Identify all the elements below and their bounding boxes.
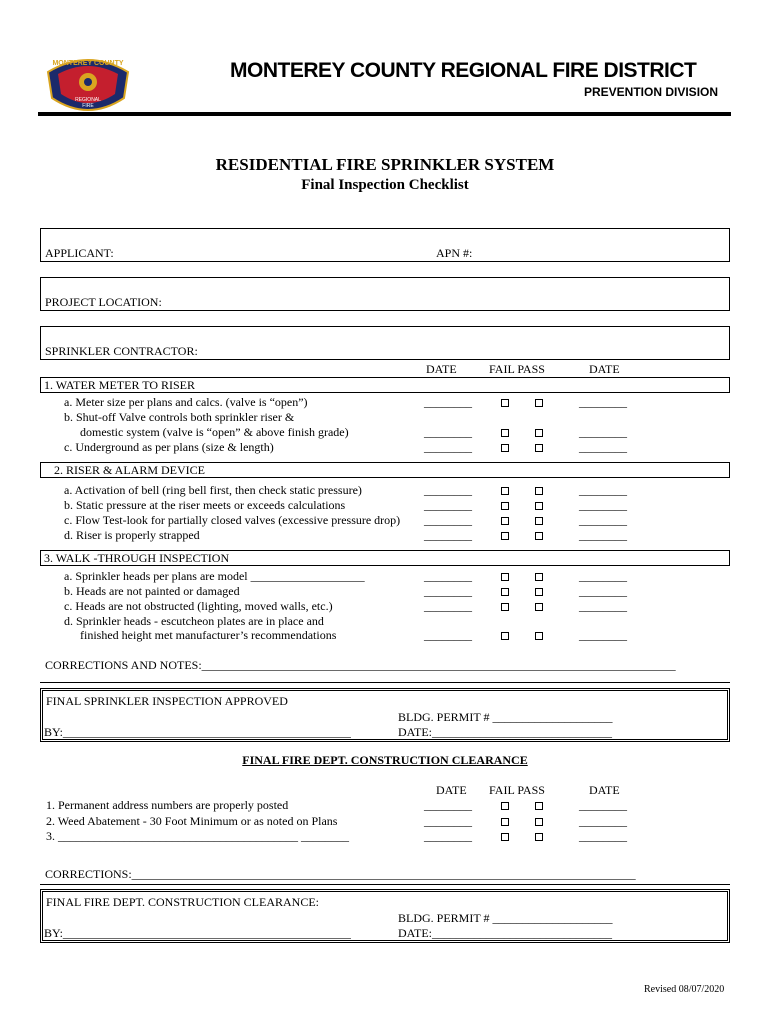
checklist-date-1-5[interactable]: ________ [424, 513, 472, 527]
monterey-county-fire-logo [40, 52, 136, 120]
clearance-corrections[interactable]: CORRECTIONS:____________________________________________________________________________________ [45, 867, 636, 881]
section-2-item-c: c. Flow Test-look for partially closed valves (excessive pressure drop) [64, 513, 401, 527]
section-1-item-c: c. Underground as per plans (size & length) [64, 440, 274, 454]
clearance-fail-checkbox-2[interactable] [501, 833, 509, 841]
checklist-date-1-7[interactable]: ________ [424, 569, 472, 583]
col-fail-pass: FAIL PASS [489, 362, 545, 376]
checklist-date-2-8[interactable]: ________ [579, 584, 627, 598]
clearance-fail-checkbox-0[interactable] [501, 802, 509, 810]
checklist-fail-checkbox-3[interactable] [501, 487, 509, 495]
checklist-date-1-1[interactable]: ________ [424, 425, 472, 439]
checklist-date-1-10[interactable]: ________ [424, 628, 472, 642]
checklist-date-2-5[interactable]: ________ [579, 513, 627, 527]
clearance-pass-checkbox-1[interactable] [535, 818, 543, 826]
checklist-fail-checkbox-5[interactable] [501, 517, 509, 525]
checklist-date-1-3[interactable]: ________ [424, 483, 472, 497]
checklist-fail-checkbox-1[interactable] [501, 429, 509, 437]
applicant-label: APPLICANT: [45, 246, 114, 260]
checklist-pass-checkbox-3[interactable] [535, 487, 543, 495]
checklist-fail-checkbox-10[interactable] [501, 632, 509, 640]
clearance-heading: FINAL FIRE DEPT. CONSTRUCTION CLEARANCE [242, 753, 528, 767]
form-title: RESIDENTIAL FIRE SPRINKLER SYSTEM [215, 155, 555, 174]
revised-date: Revised 08/07/2020 [644, 984, 725, 995]
section-3-item-c: c. Heads are not obstructed (lighting, moved walls, etc.) [64, 599, 333, 613]
section-2-title: 2. RISER & ALARM DEVICE [54, 463, 206, 477]
clearance-fail-checkbox-1[interactable] [501, 818, 509, 826]
checklist-date-2-9[interactable]: ________ [579, 599, 627, 613]
checklist-pass-checkbox-4[interactable] [535, 502, 543, 510]
clearance-col-date-2: DATE [589, 783, 620, 797]
svg-text:FIRE: FIRE [82, 103, 94, 109]
checklist-date-1-0[interactable]: ________ [424, 395, 472, 409]
section-1-item-a: a. Meter size per plans and calcs. (valve is “open”) [64, 395, 308, 409]
clearance-approval-date[interactable]: DATE:______________________________ [398, 926, 612, 940]
contractor-label: SPRINKLER CONTRACTOR: [45, 344, 198, 358]
svg-text:MONTEREY COUNTY: MONTEREY COUNTY [52, 60, 124, 67]
clearance-approval-permit[interactable]: BLDG. PERMIT # ____________________ [398, 911, 613, 925]
section-3-item-b: b. Heads are not painted or damaged [64, 584, 240, 598]
checklist-fail-checkbox-2[interactable] [501, 444, 509, 452]
apn-label: APN #: [436, 246, 473, 260]
sprinkler-approval-by[interactable]: BY:________________________________________________ [44, 725, 351, 739]
checklist-pass-checkbox-9[interactable] [535, 603, 543, 611]
checklist-date-1-6[interactable]: ________ [424, 528, 472, 542]
checklist-date-2-2[interactable]: ________ [579, 440, 627, 454]
org-name: MONTEREY COUNTY REGIONAL FIRE DISTRICT [230, 59, 697, 82]
division-name: PREVENTION DIVISION [584, 85, 719, 99]
section-2-item-a: a. Activation of bell (ring bell first, then check static pressure) [64, 483, 362, 497]
clearance-item-1: 1. Permanent address numbers are properly posted [46, 798, 289, 812]
clearance-approval-title: FINAL FIRE DEPT. CONSTRUCTION CLEARANCE: [46, 895, 320, 909]
section-3-item-d-cont: finished height met manufacturer’s recommendations [80, 628, 337, 642]
col-date-2: DATE [589, 362, 620, 376]
section-3-item-a: a. Sprinkler heads per plans are model ___________________ [64, 569, 365, 583]
checklist-fail-checkbox-4[interactable] [501, 502, 509, 510]
clearance-item-3[interactable]: 3. ________________________________________ ________ [46, 829, 349, 843]
section-3-title: 3. WALK -THROUGH INSPECTION [44, 551, 230, 565]
checklist-date-2-1[interactable]: ________ [579, 425, 627, 439]
checklist-pass-checkbox-8[interactable] [535, 588, 543, 596]
section-3-item-d: d. Sprinkler heads - escutcheon plates are in place and [64, 614, 324, 628]
divider [40, 682, 730, 683]
checklist-fail-checkbox-0[interactable] [501, 399, 509, 407]
checklist-fail-checkbox-8[interactable] [501, 588, 509, 596]
clearance-date-2-1[interactable]: ________ [579, 814, 627, 828]
clearance-col-fail-pass: FAIL PASS [489, 783, 545, 797]
clearance-pass-checkbox-2[interactable] [535, 833, 543, 841]
checklist-date-1-4[interactable]: ________ [424, 498, 472, 512]
checklist-pass-checkbox-5[interactable] [535, 517, 543, 525]
checklist-date-1-9[interactable]: ________ [424, 599, 472, 613]
checklist-fail-checkbox-6[interactable] [501, 532, 509, 540]
col-date-1: DATE [426, 362, 457, 376]
clearance-date-1-1[interactable]: ________ [424, 814, 472, 828]
section-1-title: 1. WATER METER TO RISER [44, 378, 196, 392]
clearance-pass-checkbox-0[interactable] [535, 802, 543, 810]
checklist-pass-checkbox-1[interactable] [535, 429, 543, 437]
checklist-pass-checkbox-10[interactable] [535, 632, 543, 640]
clearance-col-date-1: DATE [436, 783, 467, 797]
sprinkler-approval-title: FINAL SPRINKLER INSPECTION APPROVED [46, 694, 288, 708]
clearance-item-2: 2. Weed Abatement - 30 Foot Minimum or as noted on Plans [46, 814, 338, 828]
checklist-pass-checkbox-2[interactable] [535, 444, 543, 452]
checklist-date-2-3[interactable]: ________ [579, 483, 627, 497]
section-2-item-b: b. Static pressure at the riser meets or exceeds calculations [64, 498, 346, 512]
applicant-box[interactable] [40, 228, 730, 262]
form-subtitle: Final Inspection Checklist [301, 177, 469, 193]
checklist-date-2-7[interactable]: ________ [579, 569, 627, 583]
divider-2 [40, 884, 730, 885]
clearance-date-2-0[interactable]: ________ [579, 798, 627, 812]
checklist-date-1-8[interactable]: ________ [424, 584, 472, 598]
checklist-date-2-6[interactable]: ________ [579, 528, 627, 542]
checklist-pass-checkbox-0[interactable] [535, 399, 543, 407]
svg-text:REGIONAL: REGIONAL [75, 97, 101, 103]
checklist-date-2-0[interactable]: ________ [579, 395, 627, 409]
checklist-date-2-4[interactable]: ________ [579, 498, 627, 512]
checklist-pass-checkbox-6[interactable] [535, 532, 543, 540]
section-1-item-b: b. Shut-off Valve controls both sprinkler riser & [64, 410, 295, 424]
clearance-date-1-0[interactable]: ________ [424, 798, 472, 812]
clearance-date-1-2[interactable]: ________ [424, 829, 472, 843]
header-rule [38, 112, 731, 116]
checklist-fail-checkbox-9[interactable] [501, 603, 509, 611]
checklist-date-2-10[interactable]: ________ [579, 628, 627, 642]
project-location-label: PROJECT LOCATION: [45, 295, 162, 309]
checklist-pass-checkbox-7[interactable] [535, 573, 543, 581]
sprinkler-approval-date[interactable]: DATE:______________________________ [398, 725, 612, 739]
clearance-date-2-2[interactable]: ________ [579, 829, 627, 843]
checklist-fail-checkbox-7[interactable] [501, 573, 509, 581]
section-1-item-b-cont: domestic system (valve is “open” & above finish grade) [80, 425, 349, 439]
sprinkler-approval-permit[interactable]: BLDG. PERMIT # ____________________ [398, 710, 613, 724]
corrections-notes[interactable]: CORRECTIONS AND NOTES:_______________________________________________________________________________ [45, 658, 676, 672]
section-2-item-d: d. Riser is properly strapped [64, 528, 200, 542]
clearance-approval-by[interactable]: BY:________________________________________________ [44, 926, 351, 940]
checklist-date-1-2[interactable]: ________ [424, 440, 472, 454]
